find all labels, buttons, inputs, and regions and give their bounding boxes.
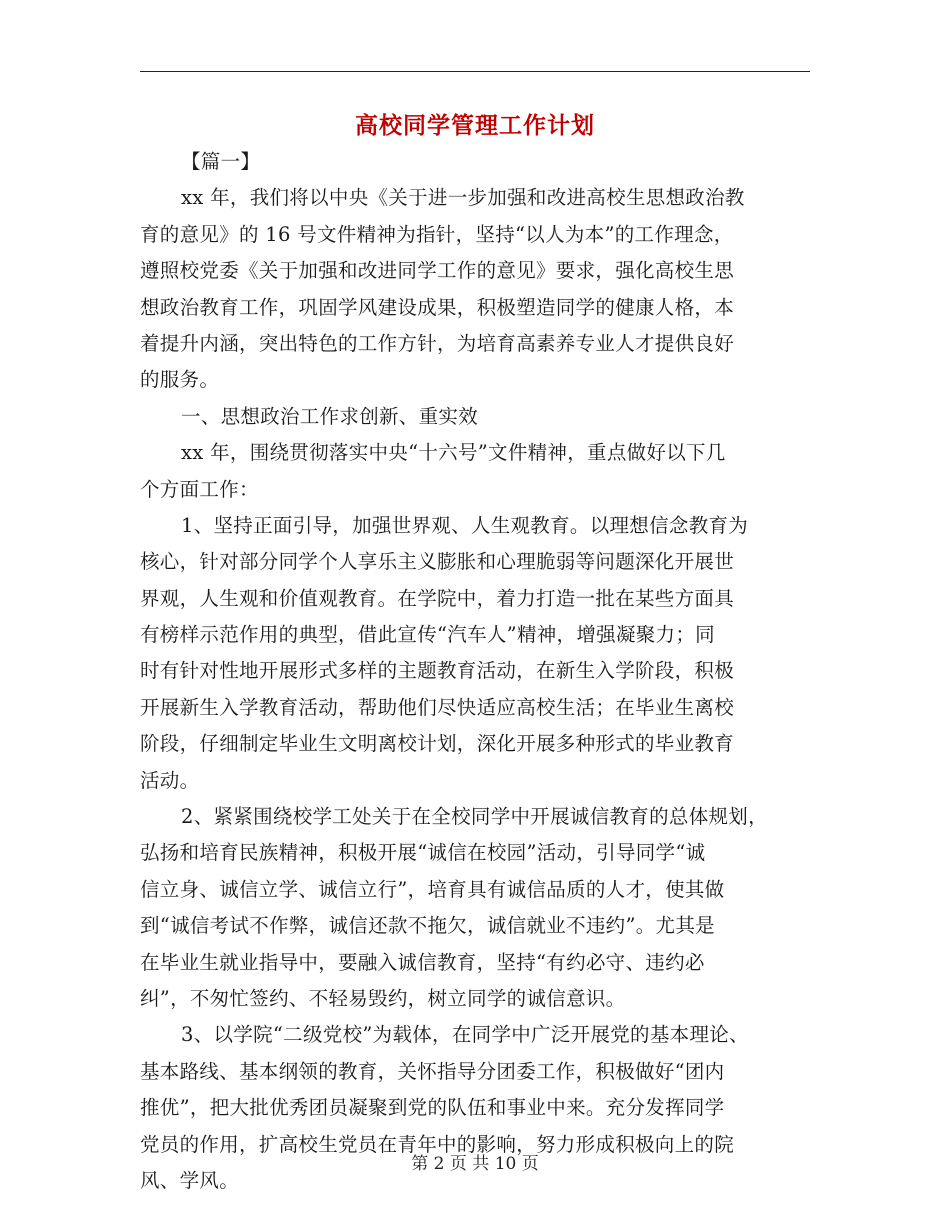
text-line: 弘扬和培育民族精神，积极开展“诚信在校园”活动，引导同学“诚 bbox=[140, 841, 706, 865]
text-line: 的服务。 bbox=[140, 368, 220, 392]
text-line: 阶段，仔细制定毕业生文明离校计划，深化开展多种形式的毕业教育 bbox=[140, 732, 735, 756]
text-line: 3、以学院“二级党校”为载体，在同学中广泛开展党的基本理论、 bbox=[181, 1023, 749, 1047]
text-line: 个方面工作： bbox=[140, 477, 259, 501]
text-line: 开展新生入学教育活动，帮助他们尽快适应高校生活；在毕业生离校 bbox=[140, 695, 735, 719]
text-line: xx 年，我们将以中央《关于进一步加强和改进高校生思想政治教 bbox=[181, 186, 745, 210]
text-line: 有榜样示范作用的典型，借此宣传“汽车人”精神，增强凝聚力；同 bbox=[140, 623, 715, 647]
text-line: 界观，人生观和价值观教育。在学院中，着力打造一批在某些方面具 bbox=[140, 586, 735, 610]
text-line: 想政治教育工作，巩固学风建设成果，积极塑造同学的健康人格，本 bbox=[140, 295, 735, 319]
document-title: 高校同学管理工作计划 bbox=[355, 112, 595, 139]
text-line: 着提升内涵，突出特色的工作方针，为培育高素养专业人才提供良好 bbox=[140, 331, 735, 355]
text-line: 活动。 bbox=[140, 768, 200, 792]
text-line: 一、思想政治工作求创新、重实效 bbox=[181, 404, 479, 428]
text-line: 核心，针对部分同学个人享乐主义膨胀和心理脆弱等问题深化开展世 bbox=[140, 550, 735, 574]
text-line: 推优”，把大批优秀团员凝聚到党的队伍和事业中来。充分发挥同学 bbox=[140, 1096, 725, 1120]
text-line: 信立身、诚信立学、诚信立行”，培育具有诚信品质的人才，使其做 bbox=[140, 877, 725, 901]
page-number-footer: 第 2 页 共 10 页 bbox=[411, 1154, 539, 1174]
text-line: 时有针对性地开展形式多样的主题教育活动，在新生入学阶段，积极 bbox=[140, 659, 735, 683]
text-line: 风、学风。 bbox=[140, 1168, 240, 1192]
text-line: 1、坚持正面引导，加强世界观、人生观教育。以理想信念教育为 bbox=[181, 513, 749, 537]
text-line: 【篇一】 bbox=[181, 150, 261, 173]
document-body bbox=[140, 144, 810, 1199]
text-line: 在毕业生就业指导中，要融入诚信教育，坚持“有约必守、违约必 bbox=[140, 950, 705, 974]
text-line: 党员的作用，扩高校生党员在青年中的影响，努力形成积极向上的院 bbox=[140, 1132, 735, 1156]
text-line: 育的意见》的 16 号文件精神为指针，坚持“以人为本”的工作理念， bbox=[140, 222, 734, 246]
header-rule bbox=[140, 71, 810, 72]
text-line: xx 年，围绕贯彻落实中央“十六号”文件精神，重点做好以下几 bbox=[181, 441, 726, 465]
text-line: 纠”，不匆忙签约、不轻易毁约，树立同学的诚信意识。 bbox=[140, 986, 626, 1010]
text-line: 到“诚信考试不作弊，诚信还款不拖欠，诚信就业不违约”。尤其是 bbox=[140, 914, 715, 938]
text-line: 遵照校党委《关于加强和改进同学工作的意见》要求，强化高校生思 bbox=[140, 259, 735, 283]
text-line: 基本路线、基本纲领的教育，关怀指导分团委工作，积极做好“团内 bbox=[140, 1059, 725, 1083]
text-line: 2、紧紧围绕校学工处关于在全校同学中开展诚信教育的总体规划， bbox=[181, 805, 768, 829]
